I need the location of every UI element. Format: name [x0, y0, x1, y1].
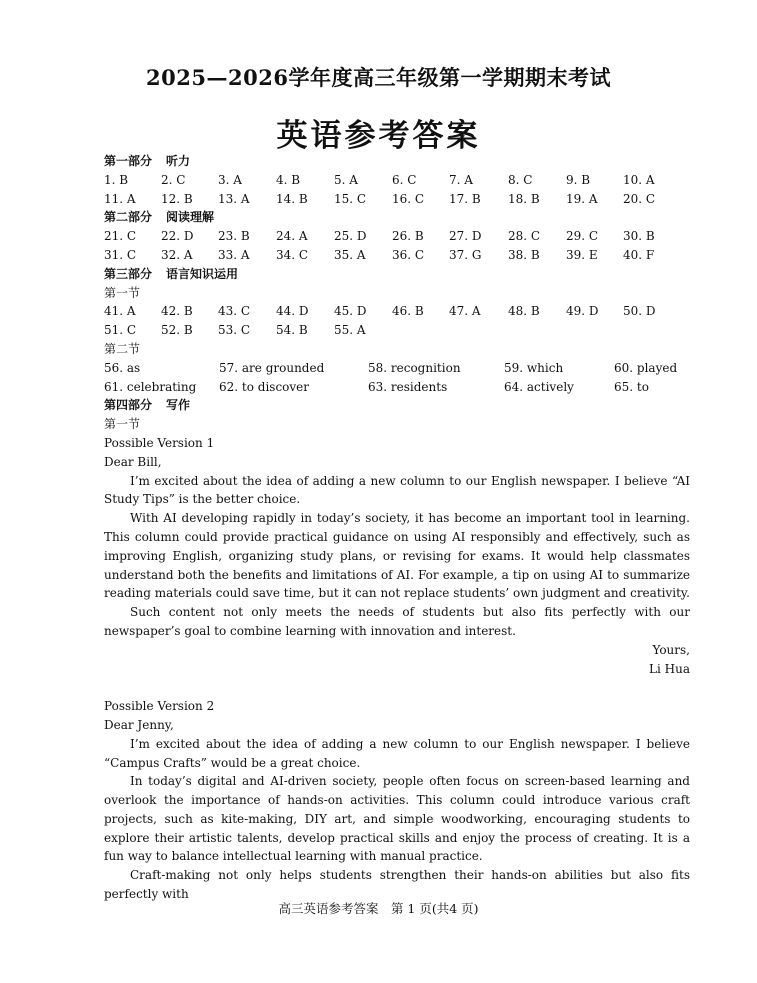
exam-title: 2025—2026学年度高三年级第一学期期末考试	[146, 65, 611, 90]
part2-subtitle: 阅读理解	[166, 210, 215, 225]
part3-row-2	[104, 321, 690, 340]
answer-item: 27. D	[449, 229, 482, 244]
answer-item: 26. B	[392, 229, 424, 244]
answer-item: 30. B	[623, 229, 655, 244]
answer-item: 8. C	[508, 172, 533, 187]
part2-row-2	[104, 246, 690, 265]
part2-heading	[104, 208, 690, 227]
answer-item: 21. C	[104, 229, 137, 244]
answer-item: 45. D	[334, 304, 367, 319]
part4-subtitle: 写作	[166, 398, 191, 413]
version1-paragraph-3: Such content not only meets the needs of students but also fits perfectly with our newspaper’s goal to combine learning with innovation and interest.	[104, 605, 690, 638]
part3-section1-label: 第一节	[104, 285, 141, 300]
answer-item: 65. to	[614, 379, 649, 394]
answer-item: 14. B	[276, 191, 308, 206]
part3-subtitle: 语言知识运用	[166, 266, 239, 281]
answer-item: 6. C	[392, 172, 417, 187]
answer-item: 34. C	[276, 247, 309, 262]
part3-title: 第三部分	[104, 266, 153, 281]
version2-paragraph-2: In today’s digital and AI-driven society, people often focus on screen-based learning and overlook the importance of hands-on activities. This column could introduce various craft projects, such as kite-making, DIY art, and simple woodworking, encouraging students to explore their artistic talents, develop practical skills and enjoy the process of creating. It is a fun way to balance intellectual learning with manual practice.	[104, 774, 690, 864]
answer-item: 19. A	[566, 191, 598, 206]
answer-item: 40. F	[623, 247, 655, 262]
version1-closing: Yours,	[652, 642, 690, 657]
answer-item: 20. C	[623, 191, 656, 206]
part3-section2-label: 第二节	[104, 341, 141, 356]
version2-greeting: Dear Jenny,	[104, 717, 174, 732]
answer-item: 59. which	[504, 360, 564, 375]
document-title: 英语参考答案	[276, 118, 481, 154]
part2-title: 第二部分	[104, 210, 153, 225]
part3-row-1	[104, 302, 690, 321]
answer-item: 10. A	[623, 172, 655, 187]
answer-item: 23. B	[218, 229, 250, 244]
version1-signature: Li Hua	[649, 661, 690, 676]
answer-item: 12. B	[161, 191, 193, 206]
answer-item: 47. A	[449, 304, 481, 319]
answer-item: 5. A	[334, 172, 358, 187]
answer-item: 13. A	[218, 191, 250, 206]
answer-item: 46. B	[392, 304, 424, 319]
answer-item: 61. celebrating	[104, 379, 197, 394]
answer-item: 41. A	[104, 304, 136, 319]
answer-item: 3. A	[218, 172, 242, 187]
answer-item: 55. A	[334, 323, 366, 338]
answer-item: 37. G	[449, 247, 482, 262]
answer-item: 22. D	[161, 229, 194, 244]
answer-item: 28. C	[508, 229, 541, 244]
part4-section1-label: 第一节	[104, 417, 141, 432]
version1-greeting: Dear Bill,	[104, 454, 162, 469]
answer-item: 17. B	[449, 191, 481, 206]
answer-item: 9. B	[566, 172, 591, 187]
version1-paragraph-2: With AI developing rapidly in today’s society, it has become an important tool in learning. This column could provide practical guidance on using AI responsibly and effectively, such as improving English, organizing study plans, or revising for exams. It would help classmates understand both the benefits and limitations of AI. For example, a tip on using AI to summarize reading materials could save time, but it can not replace students’ own judgment and creativity.	[104, 511, 690, 601]
answer-item: 32. A	[161, 247, 193, 262]
answer-item: 60. played	[614, 360, 678, 375]
answer-item: 36. C	[392, 247, 425, 262]
answer-item: 16. C	[392, 191, 425, 206]
answer-item: 29. C	[566, 229, 599, 244]
answer-item: 4. B	[276, 172, 301, 187]
part4-title: 第四部分	[104, 398, 153, 413]
answer-item: 53. C	[218, 323, 251, 338]
answer-content	[104, 152, 690, 904]
answer-item: 51. C	[104, 323, 137, 338]
answer-item: 35. A	[334, 247, 366, 262]
part3-fill-row-1	[104, 359, 690, 378]
version2-paragraph-1: I’m excited about the idea of adding a new column to our English newspaper. I believe “Campus Crafts” would be a great choice.	[104, 736, 690, 770]
version-spacer	[104, 678, 690, 697]
answer-item: 57. are grounded	[219, 360, 325, 375]
answer-item: 7. A	[449, 172, 473, 187]
part1-subtitle: 听力	[166, 154, 191, 168]
answer-item: 24. A	[276, 229, 308, 244]
answer-item: 25. D	[334, 229, 367, 244]
answer-item: 54. B	[276, 323, 308, 338]
version2-paragraph-3: Craft-making not only helps students strengthen their hands-on abilities but also fits perfectly with	[104, 868, 690, 902]
answer-item: 63. residents	[368, 379, 448, 394]
answer-item: 2. C	[161, 172, 186, 187]
part1-title: 第一部分	[104, 154, 153, 168]
answer-item: 56. as	[104, 360, 141, 375]
answer-item: 49. D	[566, 304, 599, 319]
answer-item: 48. B	[508, 304, 540, 319]
answer-item: 64. actively	[504, 379, 574, 394]
answer-item: 31. C	[104, 247, 137, 262]
version2-label: Possible Version 2	[104, 699, 215, 714]
answer-item: 44. D	[276, 304, 309, 319]
answer-item: 18. B	[508, 191, 540, 206]
part1-row-2	[104, 190, 690, 209]
answer-item: 50. D	[623, 304, 656, 319]
part3-fill-row-2	[104, 378, 690, 397]
page-footer: 高三英语参考答案 第 1 页(共4 页)	[278, 901, 479, 916]
answer-item: 11. A	[104, 191, 136, 206]
part4-heading	[104, 396, 690, 415]
answer-item: 39. E	[566, 247, 598, 262]
part2-row-1	[104, 227, 690, 246]
answer-item: 33. A	[218, 247, 250, 262]
answer-item: 52. B	[161, 323, 193, 338]
answer-item: 38. B	[508, 247, 540, 262]
answer-item: 1. B	[104, 172, 129, 187]
answer-item: 42. B	[161, 304, 193, 319]
answer-item: 15. C	[334, 191, 367, 206]
answer-item: 62. to discover	[219, 379, 309, 394]
part1-heading	[104, 152, 690, 171]
part3-heading	[104, 265, 690, 284]
part1-row-1	[104, 171, 690, 190]
answer-item: 43. C	[218, 304, 251, 319]
version1-label: Possible Version 1	[104, 435, 215, 450]
version1-paragraph-1: I’m excited about the idea of adding a new column to our English newspaper. I believe “AI Study Tips” is the better choice.	[104, 473, 690, 507]
answer-item: 58. recognition	[368, 360, 461, 375]
